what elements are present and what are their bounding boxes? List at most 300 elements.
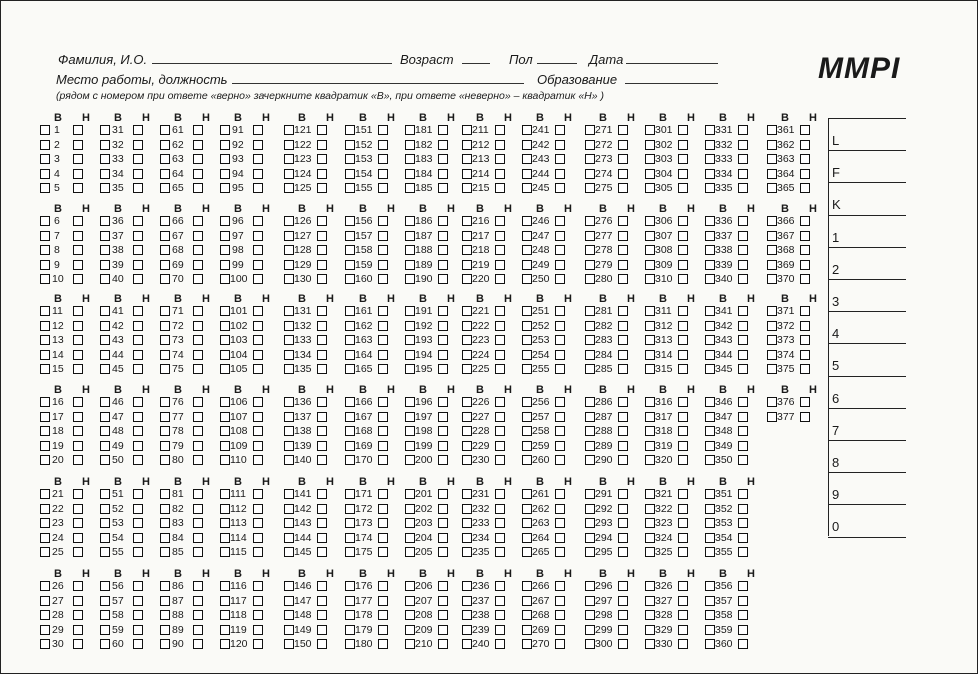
false-checkbox[interactable] — [317, 140, 327, 150]
false-checkbox[interactable] — [800, 231, 810, 241]
false-checkbox[interactable] — [133, 504, 143, 514]
true-checkbox[interactable] — [705, 426, 715, 436]
false-checkbox[interactable] — [555, 455, 565, 465]
true-checkbox[interactable] — [160, 245, 170, 255]
true-checkbox[interactable] — [585, 231, 595, 241]
false-checkbox[interactable] — [378, 639, 388, 649]
true-checkbox[interactable] — [160, 154, 170, 164]
false-checkbox[interactable] — [253, 183, 263, 193]
false-checkbox[interactable] — [133, 154, 143, 164]
true-checkbox[interactable] — [405, 412, 415, 422]
false-checkbox[interactable] — [618, 455, 628, 465]
true-checkbox[interactable] — [645, 625, 655, 635]
false-checkbox[interactable] — [438, 533, 448, 543]
false-checkbox[interactable] — [378, 183, 388, 193]
true-checkbox[interactable] — [284, 321, 294, 331]
false-checkbox[interactable] — [193, 169, 203, 179]
false-checkbox[interactable] — [738, 140, 748, 150]
true-checkbox[interactable] — [405, 625, 415, 635]
false-checkbox[interactable] — [800, 350, 810, 360]
true-checkbox[interactable] — [345, 350, 355, 360]
true-checkbox[interactable] — [345, 335, 355, 345]
false-checkbox[interactable] — [555, 183, 565, 193]
true-checkbox[interactable] — [645, 610, 655, 620]
true-checkbox[interactable] — [522, 335, 532, 345]
true-checkbox[interactable] — [522, 154, 532, 164]
true-checkbox[interactable] — [40, 321, 50, 331]
false-checkbox[interactable] — [678, 397, 688, 407]
false-checkbox[interactable] — [800, 397, 810, 407]
true-checkbox[interactable] — [40, 154, 50, 164]
true-checkbox[interactable] — [767, 231, 777, 241]
false-checkbox[interactable] — [378, 518, 388, 528]
false-checkbox[interactable] — [133, 245, 143, 255]
false-checkbox[interactable] — [317, 350, 327, 360]
true-checkbox[interactable] — [40, 306, 50, 316]
false-checkbox[interactable] — [73, 231, 83, 241]
true-checkbox[interactable] — [585, 125, 595, 135]
true-checkbox[interactable] — [705, 441, 715, 451]
true-checkbox[interactable] — [220, 639, 230, 649]
false-checkbox[interactable] — [555, 518, 565, 528]
false-checkbox[interactable] — [618, 335, 628, 345]
true-checkbox[interactable] — [220, 231, 230, 241]
true-checkbox[interactable] — [705, 547, 715, 557]
false-checkbox[interactable] — [133, 183, 143, 193]
true-checkbox[interactable] — [585, 335, 595, 345]
false-checkbox[interactable] — [438, 321, 448, 331]
false-checkbox[interactable] — [738, 533, 748, 543]
true-checkbox[interactable] — [462, 154, 472, 164]
false-checkbox[interactable] — [555, 335, 565, 345]
true-checkbox[interactable] — [100, 169, 110, 179]
false-checkbox[interactable] — [618, 274, 628, 284]
true-checkbox[interactable] — [220, 260, 230, 270]
true-checkbox[interactable] — [405, 140, 415, 150]
false-checkbox[interactable] — [738, 306, 748, 316]
false-checkbox[interactable] — [495, 125, 505, 135]
false-checkbox[interactable] — [618, 350, 628, 360]
true-checkbox[interactable] — [345, 412, 355, 422]
true-checkbox[interactable] — [645, 231, 655, 241]
true-checkbox[interactable] — [345, 639, 355, 649]
false-checkbox[interactable] — [193, 350, 203, 360]
false-checkbox[interactable] — [73, 183, 83, 193]
false-checkbox[interactable] — [133, 335, 143, 345]
false-checkbox[interactable] — [738, 518, 748, 528]
false-checkbox[interactable] — [495, 321, 505, 331]
true-checkbox[interactable] — [100, 260, 110, 270]
false-checkbox[interactable] — [378, 397, 388, 407]
false-checkbox[interactable] — [378, 625, 388, 635]
true-checkbox[interactable] — [160, 581, 170, 591]
false-checkbox[interactable] — [738, 274, 748, 284]
false-checkbox[interactable] — [495, 216, 505, 226]
false-checkbox[interactable] — [800, 274, 810, 284]
false-checkbox[interactable] — [800, 412, 810, 422]
false-checkbox[interactable] — [253, 231, 263, 241]
false-checkbox[interactable] — [738, 426, 748, 436]
false-checkbox[interactable] — [555, 154, 565, 164]
false-checkbox[interactable] — [73, 441, 83, 451]
true-checkbox[interactable] — [40, 455, 50, 465]
false-checkbox[interactable] — [800, 364, 810, 374]
true-checkbox[interactable] — [522, 504, 532, 514]
true-checkbox[interactable] — [405, 169, 415, 179]
true-checkbox[interactable] — [462, 260, 472, 270]
false-checkbox[interactable] — [133, 547, 143, 557]
true-checkbox[interactable] — [462, 547, 472, 557]
true-checkbox[interactable] — [767, 306, 777, 316]
true-checkbox[interactable] — [100, 547, 110, 557]
false-checkbox[interactable] — [438, 441, 448, 451]
false-checkbox[interactable] — [73, 533, 83, 543]
false-checkbox[interactable] — [678, 581, 688, 591]
false-checkbox[interactable] — [193, 125, 203, 135]
true-checkbox[interactable] — [585, 216, 595, 226]
true-checkbox[interactable] — [645, 183, 655, 193]
false-checkbox[interactable] — [438, 306, 448, 316]
true-checkbox[interactable] — [462, 596, 472, 606]
false-checkbox[interactable] — [618, 504, 628, 514]
false-checkbox[interactable] — [738, 581, 748, 591]
false-checkbox[interactable] — [133, 412, 143, 422]
false-checkbox[interactable] — [317, 260, 327, 270]
true-checkbox[interactable] — [345, 125, 355, 135]
true-checkbox[interactable] — [345, 216, 355, 226]
false-checkbox[interactable] — [253, 321, 263, 331]
false-checkbox[interactable] — [317, 596, 327, 606]
true-checkbox[interactable] — [220, 504, 230, 514]
false-checkbox[interactable] — [678, 154, 688, 164]
false-checkbox[interactable] — [738, 216, 748, 226]
false-checkbox[interactable] — [73, 625, 83, 635]
false-checkbox[interactable] — [678, 306, 688, 316]
false-checkbox[interactable] — [495, 625, 505, 635]
true-checkbox[interactable] — [345, 547, 355, 557]
true-checkbox[interactable] — [284, 547, 294, 557]
true-checkbox[interactable] — [585, 350, 595, 360]
true-checkbox[interactable] — [345, 364, 355, 374]
true-checkbox[interactable] — [345, 533, 355, 543]
false-checkbox[interactable] — [495, 426, 505, 436]
date-field[interactable] — [626, 63, 718, 64]
true-checkbox[interactable] — [160, 216, 170, 226]
true-checkbox[interactable] — [405, 183, 415, 193]
true-checkbox[interactable] — [585, 455, 595, 465]
false-checkbox[interactable] — [193, 260, 203, 270]
false-checkbox[interactable] — [738, 455, 748, 465]
true-checkbox[interactable] — [645, 639, 655, 649]
false-checkbox[interactable] — [738, 154, 748, 164]
false-checkbox[interactable] — [193, 455, 203, 465]
false-checkbox[interactable] — [438, 140, 448, 150]
true-checkbox[interactable] — [100, 154, 110, 164]
false-checkbox[interactable] — [317, 547, 327, 557]
true-checkbox[interactable] — [40, 397, 50, 407]
true-checkbox[interactable] — [645, 441, 655, 451]
true-checkbox[interactable] — [522, 169, 532, 179]
false-checkbox[interactable] — [378, 321, 388, 331]
true-checkbox[interactable] — [100, 397, 110, 407]
true-checkbox[interactable] — [100, 581, 110, 591]
false-checkbox[interactable] — [678, 260, 688, 270]
true-checkbox[interactable] — [284, 125, 294, 135]
false-checkbox[interactable] — [253, 533, 263, 543]
true-checkbox[interactable] — [284, 489, 294, 499]
true-checkbox[interactable] — [522, 581, 532, 591]
true-checkbox[interactable] — [405, 518, 415, 528]
true-checkbox[interactable] — [284, 169, 294, 179]
false-checkbox[interactable] — [193, 441, 203, 451]
false-checkbox[interactable] — [133, 169, 143, 179]
true-checkbox[interactable] — [522, 441, 532, 451]
false-checkbox[interactable] — [378, 441, 388, 451]
true-checkbox[interactable] — [345, 596, 355, 606]
true-checkbox[interactable] — [585, 581, 595, 591]
false-checkbox[interactable] — [253, 489, 263, 499]
true-checkbox[interactable] — [522, 350, 532, 360]
false-checkbox[interactable] — [618, 397, 628, 407]
false-checkbox[interactable] — [618, 581, 628, 591]
false-checkbox[interactable] — [193, 274, 203, 284]
true-checkbox[interactable] — [284, 231, 294, 241]
true-checkbox[interactable] — [284, 260, 294, 270]
false-checkbox[interactable] — [438, 125, 448, 135]
false-checkbox[interactable] — [378, 335, 388, 345]
false-checkbox[interactable] — [378, 364, 388, 374]
true-checkbox[interactable] — [585, 154, 595, 164]
true-checkbox[interactable] — [284, 245, 294, 255]
false-checkbox[interactable] — [133, 274, 143, 284]
true-checkbox[interactable] — [160, 441, 170, 451]
false-checkbox[interactable] — [73, 581, 83, 591]
true-checkbox[interactable] — [705, 412, 715, 422]
true-checkbox[interactable] — [40, 610, 50, 620]
false-checkbox[interactable] — [438, 216, 448, 226]
true-checkbox[interactable] — [645, 306, 655, 316]
false-checkbox[interactable] — [73, 504, 83, 514]
true-checkbox[interactable] — [345, 489, 355, 499]
true-checkbox[interactable] — [160, 274, 170, 284]
true-checkbox[interactable] — [585, 547, 595, 557]
true-checkbox[interactable] — [522, 216, 532, 226]
true-checkbox[interactable] — [40, 335, 50, 345]
false-checkbox[interactable] — [438, 231, 448, 241]
true-checkbox[interactable] — [522, 455, 532, 465]
true-checkbox[interactable] — [522, 306, 532, 316]
false-checkbox[interactable] — [555, 489, 565, 499]
true-checkbox[interactable] — [220, 625, 230, 635]
false-checkbox[interactable] — [73, 397, 83, 407]
false-checkbox[interactable] — [495, 397, 505, 407]
true-checkbox[interactable] — [462, 489, 472, 499]
true-checkbox[interactable] — [100, 245, 110, 255]
false-checkbox[interactable] — [495, 140, 505, 150]
false-checkbox[interactable] — [73, 364, 83, 374]
false-checkbox[interactable] — [495, 183, 505, 193]
false-checkbox[interactable] — [193, 610, 203, 620]
true-checkbox[interactable] — [345, 441, 355, 451]
true-checkbox[interactable] — [645, 350, 655, 360]
false-checkbox[interactable] — [738, 441, 748, 451]
false-checkbox[interactable] — [618, 639, 628, 649]
true-checkbox[interactable] — [160, 364, 170, 374]
false-checkbox[interactable] — [253, 260, 263, 270]
true-checkbox[interactable] — [345, 426, 355, 436]
false-checkbox[interactable] — [438, 625, 448, 635]
true-checkbox[interactable] — [284, 350, 294, 360]
true-checkbox[interactable] — [100, 489, 110, 499]
true-checkbox[interactable] — [767, 321, 777, 331]
false-checkbox[interactable] — [678, 245, 688, 255]
false-checkbox[interactable] — [678, 216, 688, 226]
true-checkbox[interactable] — [160, 306, 170, 316]
false-checkbox[interactable] — [253, 547, 263, 557]
true-checkbox[interactable] — [645, 169, 655, 179]
false-checkbox[interactable] — [555, 306, 565, 316]
false-checkbox[interactable] — [738, 169, 748, 179]
true-checkbox[interactable] — [160, 231, 170, 241]
false-checkbox[interactable] — [438, 581, 448, 591]
true-checkbox[interactable] — [405, 426, 415, 436]
false-checkbox[interactable] — [193, 245, 203, 255]
true-checkbox[interactable] — [345, 581, 355, 591]
false-checkbox[interactable] — [317, 306, 327, 316]
true-checkbox[interactable] — [585, 306, 595, 316]
false-checkbox[interactable] — [678, 364, 688, 374]
false-checkbox[interactable] — [738, 547, 748, 557]
true-checkbox[interactable] — [160, 321, 170, 331]
false-checkbox[interactable] — [73, 125, 83, 135]
false-checkbox[interactable] — [438, 489, 448, 499]
false-checkbox[interactable] — [193, 625, 203, 635]
true-checkbox[interactable] — [522, 245, 532, 255]
true-checkbox[interactable] — [705, 455, 715, 465]
false-checkbox[interactable] — [253, 216, 263, 226]
false-checkbox[interactable] — [618, 412, 628, 422]
false-checkbox[interactable] — [73, 489, 83, 499]
true-checkbox[interactable] — [220, 140, 230, 150]
false-checkbox[interactable] — [73, 140, 83, 150]
true-checkbox[interactable] — [585, 610, 595, 620]
false-checkbox[interactable] — [495, 274, 505, 284]
false-checkbox[interactable] — [678, 547, 688, 557]
false-checkbox[interactable] — [378, 504, 388, 514]
true-checkbox[interactable] — [405, 489, 415, 499]
true-checkbox[interactable] — [767, 140, 777, 150]
true-checkbox[interactable] — [345, 154, 355, 164]
true-checkbox[interactable] — [522, 364, 532, 374]
true-checkbox[interactable] — [40, 260, 50, 270]
false-checkbox[interactable] — [253, 581, 263, 591]
true-checkbox[interactable] — [645, 216, 655, 226]
false-checkbox[interactable] — [678, 412, 688, 422]
false-checkbox[interactable] — [317, 533, 327, 543]
false-checkbox[interactable] — [253, 426, 263, 436]
false-checkbox[interactable] — [495, 260, 505, 270]
true-checkbox[interactable] — [160, 426, 170, 436]
true-checkbox[interactable] — [345, 504, 355, 514]
true-checkbox[interactable] — [767, 335, 777, 345]
false-checkbox[interactable] — [133, 140, 143, 150]
false-checkbox[interactable] — [193, 321, 203, 331]
true-checkbox[interactable] — [585, 397, 595, 407]
false-checkbox[interactable] — [193, 547, 203, 557]
true-checkbox[interactable] — [405, 125, 415, 135]
false-checkbox[interactable] — [618, 547, 628, 557]
true-checkbox[interactable] — [645, 274, 655, 284]
false-checkbox[interactable] — [438, 274, 448, 284]
true-checkbox[interactable] — [220, 350, 230, 360]
true-checkbox[interactable] — [284, 216, 294, 226]
true-checkbox[interactable] — [462, 216, 472, 226]
false-checkbox[interactable] — [678, 426, 688, 436]
false-checkbox[interactable] — [193, 518, 203, 528]
false-checkbox[interactable] — [378, 350, 388, 360]
true-checkbox[interactable] — [40, 412, 50, 422]
false-checkbox[interactable] — [495, 639, 505, 649]
true-checkbox[interactable] — [284, 533, 294, 543]
true-checkbox[interactable] — [522, 547, 532, 557]
true-checkbox[interactable] — [522, 639, 532, 649]
true-checkbox[interactable] — [220, 610, 230, 620]
true-checkbox[interactable] — [645, 260, 655, 270]
true-checkbox[interactable] — [522, 596, 532, 606]
true-checkbox[interactable] — [645, 335, 655, 345]
true-checkbox[interactable] — [585, 364, 595, 374]
false-checkbox[interactable] — [678, 489, 688, 499]
false-checkbox[interactable] — [800, 306, 810, 316]
false-checkbox[interactable] — [193, 183, 203, 193]
false-checkbox[interactable] — [438, 169, 448, 179]
true-checkbox[interactable] — [345, 625, 355, 635]
true-checkbox[interactable] — [100, 231, 110, 241]
true-checkbox[interactable] — [405, 335, 415, 345]
true-checkbox[interactable] — [462, 412, 472, 422]
true-checkbox[interactable] — [160, 489, 170, 499]
true-checkbox[interactable] — [40, 441, 50, 451]
true-checkbox[interactable] — [705, 274, 715, 284]
true-checkbox[interactable] — [284, 306, 294, 316]
false-checkbox[interactable] — [800, 169, 810, 179]
false-checkbox[interactable] — [495, 231, 505, 241]
false-checkbox[interactable] — [618, 169, 628, 179]
false-checkbox[interactable] — [555, 426, 565, 436]
true-checkbox[interactable] — [284, 441, 294, 451]
true-checkbox[interactable] — [405, 231, 415, 241]
false-checkbox[interactable] — [555, 533, 565, 543]
false-checkbox[interactable] — [618, 231, 628, 241]
true-checkbox[interactable] — [462, 321, 472, 331]
false-checkbox[interactable] — [438, 639, 448, 649]
true-checkbox[interactable] — [345, 518, 355, 528]
false-checkbox[interactable] — [495, 547, 505, 557]
true-checkbox[interactable] — [645, 489, 655, 499]
false-checkbox[interactable] — [678, 596, 688, 606]
false-checkbox[interactable] — [253, 245, 263, 255]
true-checkbox[interactable] — [220, 441, 230, 451]
true-checkbox[interactable] — [40, 274, 50, 284]
false-checkbox[interactable] — [555, 581, 565, 591]
false-checkbox[interactable] — [317, 169, 327, 179]
false-checkbox[interactable] — [193, 335, 203, 345]
true-checkbox[interactable] — [100, 216, 110, 226]
false-checkbox[interactable] — [73, 610, 83, 620]
true-checkbox[interactable] — [462, 518, 472, 528]
false-checkbox[interactable] — [317, 639, 327, 649]
false-checkbox[interactable] — [193, 533, 203, 543]
